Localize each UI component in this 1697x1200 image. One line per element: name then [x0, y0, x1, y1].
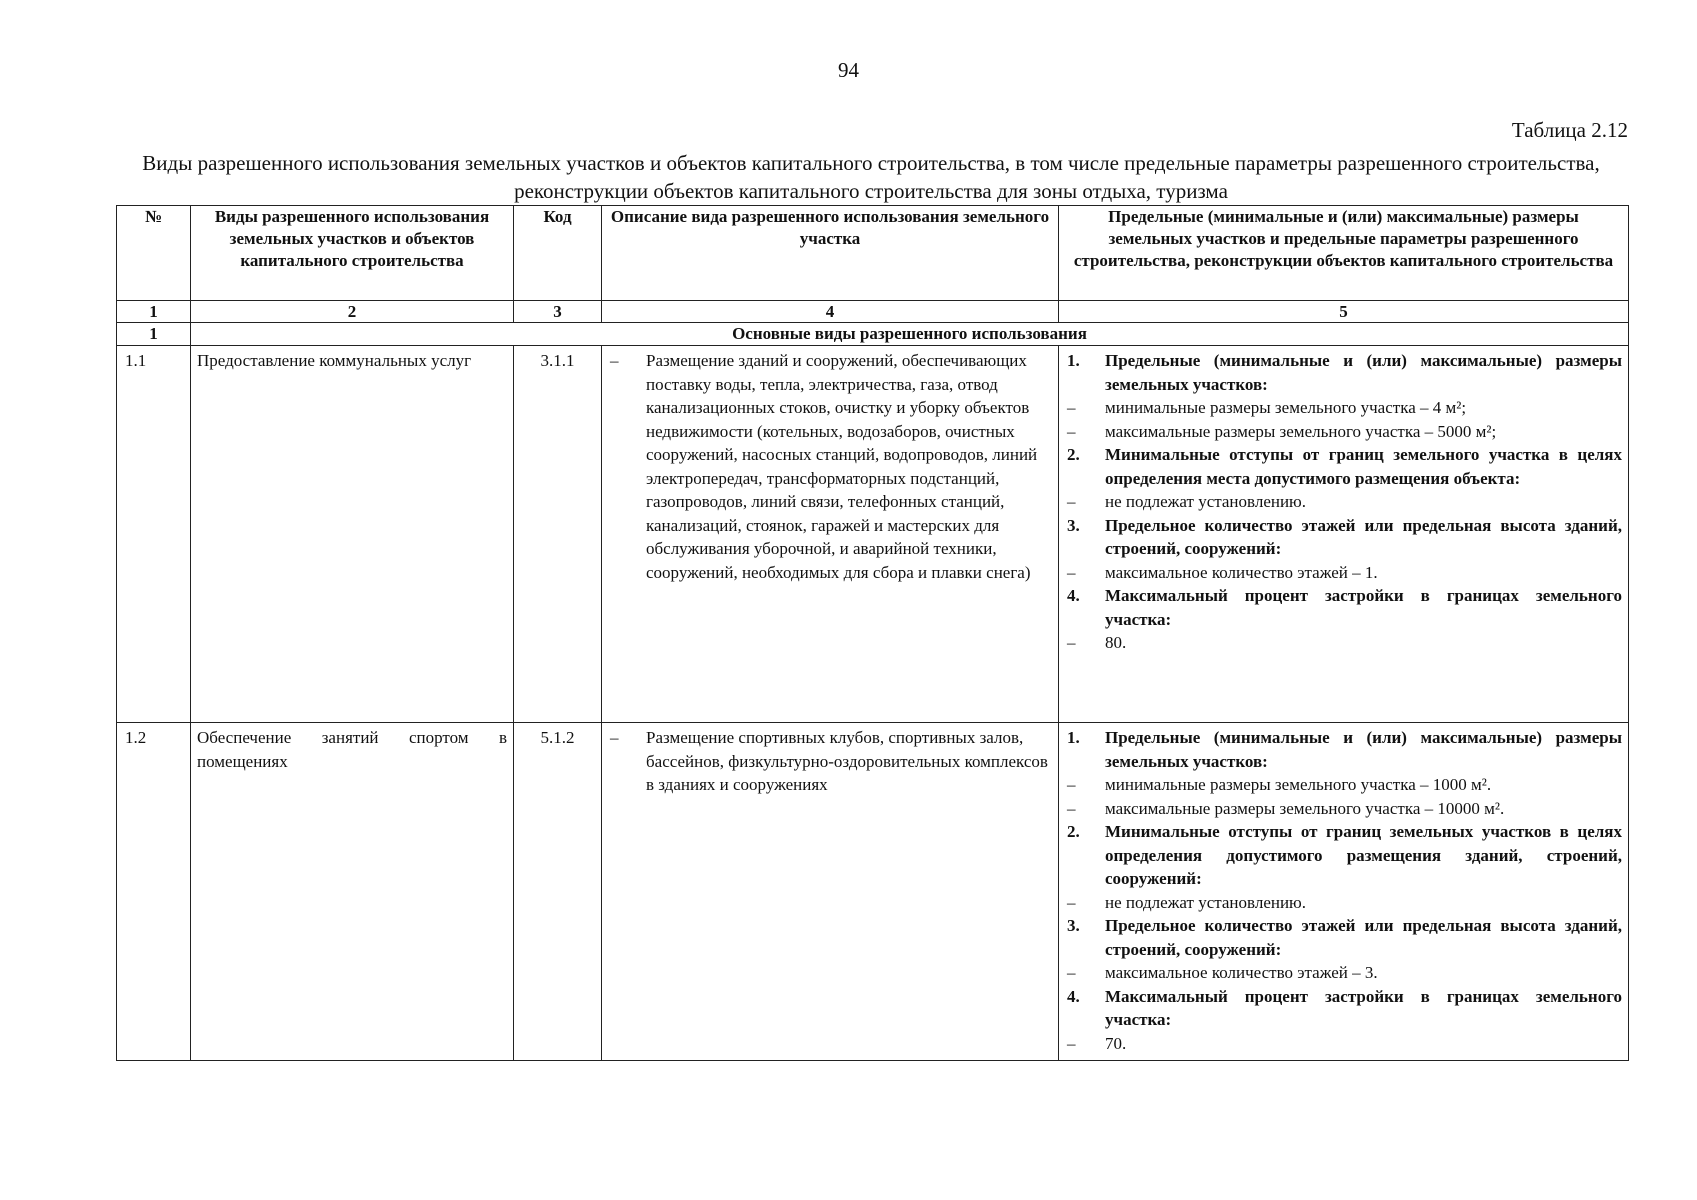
column-number: 5	[1059, 301, 1629, 323]
table-label: Таблица 2.12	[1511, 118, 1628, 142]
param-title: Максимальный процент застройки в границах земельного участка:	[1105, 586, 1622, 629]
dash-marker: –	[1067, 775, 1076, 794]
param-value: максимальное количество этажей – 3.	[1105, 963, 1378, 982]
param-number: 4.	[1067, 586, 1080, 605]
param-heading	[1067, 514, 1622, 561]
param-value-item	[1067, 961, 1622, 985]
param-value-item	[1067, 773, 1622, 797]
param-number: 1.	[1067, 728, 1080, 747]
param-number: 3.	[1067, 515, 1080, 535]
header-types: Виды разрешенного использования земельных участков и объектов капитального строительства	[191, 206, 514, 301]
param-value: максимальные размеры земельного участка – 5000 м²;	[1105, 421, 1497, 441]
param-heading	[1067, 914, 1622, 961]
description-text: Размещение спортивных клубов, спортивных залов, бассейнов, физкультурно-оздоровительных комплексов в зданиях и сооружениях	[646, 728, 1048, 794]
row-name: Обеспечение занятий спортом в помещениях	[191, 723, 514, 1061]
param-value-item	[1067, 891, 1622, 915]
param-heading	[1067, 584, 1622, 631]
column-number: 2	[191, 301, 514, 323]
dash-marker: –	[1067, 633, 1076, 652]
param-number: 2.	[1067, 445, 1080, 464]
header-code: Код	[514, 206, 602, 301]
permitted-use-table	[116, 205, 1629, 1061]
row-num: 1.1	[117, 346, 191, 723]
param-value-item	[1067, 420, 1622, 444]
param-value: максимальные размеры земельного участка – 10000 м².	[1105, 798, 1505, 818]
param-title: Предельные (минимальные и (или) максимальные) размеры земельных участков:	[1105, 351, 1622, 394]
param-title: Минимальные отступы от границ земельных участков в целях определения допустимого размещения зданий, строений, сооружений:	[1105, 822, 1622, 888]
param-value: максимальное количество этажей – 1.	[1105, 562, 1378, 582]
table-row	[117, 346, 1629, 723]
description-item	[610, 726, 1048, 797]
param-heading	[1067, 985, 1622, 1032]
page-number: 94	[838, 58, 859, 82]
dash-marker: –	[1067, 398, 1076, 417]
param-title: Предельное количество этажей или предельная высота зданий, строений, сооружений:	[1105, 916, 1622, 959]
dash-marker: –	[1067, 492, 1076, 511]
param-value: не подлежат установлению.	[1105, 892, 1307, 912]
param-value-item	[1067, 631, 1622, 655]
param-title: Предельные (минимальные и (или) максимальные) размеры земельных участков:	[1105, 728, 1622, 771]
dash-marker: –	[1067, 1033, 1076, 1053]
row-num: 1.2	[117, 723, 191, 1061]
column-number: 3	[514, 301, 602, 323]
param-heading	[1067, 726, 1622, 773]
dash-marker: –	[610, 728, 619, 747]
dash-marker: –	[1067, 963, 1076, 982]
param-number: 3.	[1067, 916, 1080, 935]
row-parameters	[1059, 723, 1629, 1061]
dash-marker: –	[1067, 421, 1076, 441]
row-name: Предоставление коммунальных услуг	[191, 346, 514, 723]
column-number: 4	[602, 301, 1059, 323]
param-value: не подлежат установлению.	[1105, 492, 1307, 511]
dash-marker: –	[610, 351, 619, 370]
param-number: 1.	[1067, 351, 1080, 370]
param-title: Максимальный процент застройки в границах земельного участка:	[1105, 986, 1622, 1029]
header-description: Описание вида разрешенного использования земельного участка	[602, 206, 1059, 301]
section-row	[117, 323, 1629, 346]
param-value: 70.	[1105, 1033, 1127, 1053]
param-value-item	[1067, 490, 1622, 514]
column-numbers-row	[117, 301, 1629, 323]
table-row	[117, 723, 1629, 1061]
column-number: 1	[117, 301, 191, 323]
row-parameters	[1059, 346, 1629, 723]
section-num: 1	[117, 323, 191, 346]
param-number: 4.	[1067, 986, 1080, 1006]
row-description	[602, 346, 1059, 723]
param-heading	[1067, 820, 1622, 891]
param-value-item	[1067, 396, 1622, 420]
row-code: 3.1.1	[514, 346, 602, 723]
table-header-row	[117, 206, 1629, 301]
param-title: Предельное количество этажей или предельная высота зданий, строений, сооружений:	[1105, 515, 1622, 558]
description-item	[610, 349, 1048, 584]
header-parameters: Предельные (минимальные и (или) максимальные) размеры земельных участков и предельные параметры разрешенного строительства, реконструкции объектов капитального строительства	[1059, 206, 1629, 301]
param-heading	[1067, 443, 1622, 490]
description-text: Размещение зданий и сооружений, обеспечивающих поставку воды, тепла, электричества, газа, отвод канализационных стоков, очистку и уборку объектов недвижимости (котельных, водозаборов, очистных сооружений, насосных станций, водопроводов, линий электропередач, трансформаторных подстанций, газопроводов, линий связи, телефонных станций, канализаций, стоянок, гаражей и мастерских для обслуживания уборочной, и аварийной техники, сооружений, необходимых для сбора и плавки снега)	[646, 351, 1038, 582]
param-value-item	[1067, 1032, 1622, 1056]
param-number: 2.	[1067, 822, 1080, 841]
dash-marker: –	[1067, 562, 1076, 582]
param-value: 80.	[1105, 633, 1127, 652]
dash-marker: –	[1067, 892, 1076, 912]
param-value: минимальные размеры земельного участка – 1000 м².	[1105, 775, 1492, 794]
row-description	[602, 723, 1059, 1061]
dash-marker: –	[1067, 798, 1076, 818]
header-num: №	[117, 206, 191, 301]
table-caption: Виды разрешенного использования земельных участков и объектов капитального строительства, в том числе предельные параметры разрешенного строительства, реконструкции объектов капитального строительства для зоны отдыха, туризма	[142, 151, 1600, 203]
param-title: Минимальные отступы от границ земельного участка в целях определения места допустимого размещения объекта:	[1105, 445, 1622, 488]
param-value: минимальные размеры земельного участка – 4 м²;	[1105, 398, 1467, 417]
param-value-item	[1067, 797, 1622, 821]
param-heading	[1067, 349, 1622, 396]
param-value-item	[1067, 561, 1622, 585]
row-code: 5.1.2	[514, 723, 602, 1061]
section-title: Основные виды разрешенного использования	[191, 323, 1629, 346]
